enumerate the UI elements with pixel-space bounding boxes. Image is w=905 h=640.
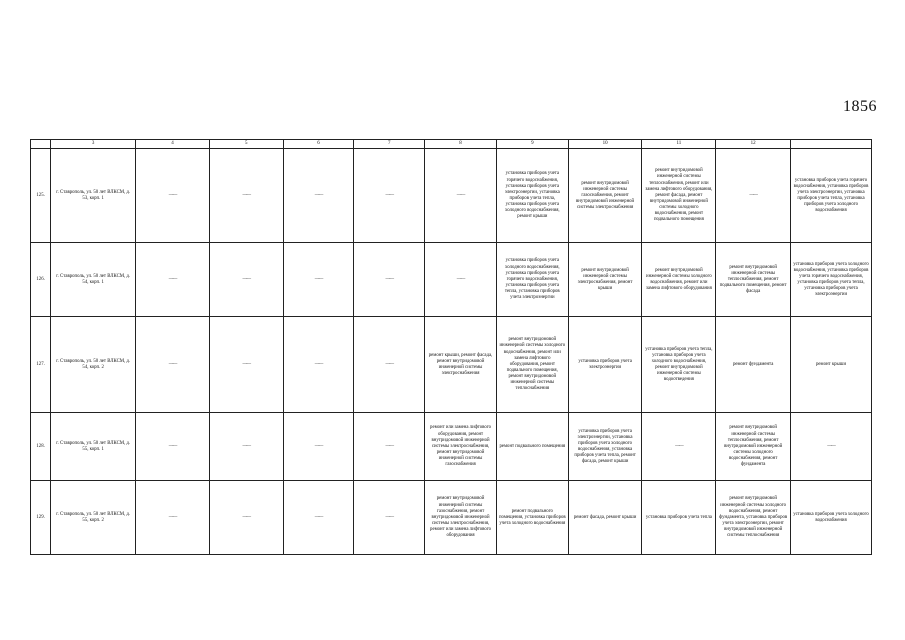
header-cell-num [31,140,51,149]
table-row [31,481,872,555]
header-cell: 7 [354,140,425,149]
header-cell: 10 [568,140,642,149]
works-cell: установка приборов учета электроэнергии [568,317,642,413]
address-cell: г. Ставрополь, ул. 50 лет ВЛКСМ, д. 53, корп. 1 [51,149,136,243]
row-number: 128. [31,413,51,481]
dash-cell: —— [136,413,210,481]
dash-cell: —— [209,481,283,555]
dash-cell: —— [354,243,425,317]
table-row [31,243,872,317]
works-cell: установка приборов учета тепла [642,481,716,555]
works-cell: ремонт подвального помещения, установка приборов учета холодного водоснабжения [496,481,568,555]
dash-cell: —— [136,243,210,317]
header-cell: 12 [716,140,791,149]
works-cell: ремонт внутридомовой инженерной системы теплоснабжения, ремонт или замена лифтового оборудования, ремонт фасада, ремонт внутридомовой инженерной системы холодного водоснабжения, ремонт подвального помещения [642,149,716,243]
dash-cell: —— [716,149,791,243]
dash-cell: —— [425,243,497,317]
dash-cell: —— [283,149,354,243]
row-number: 126. [31,243,51,317]
header-row [31,140,872,149]
dash-cell: —— [283,317,354,413]
row-number: 125. [31,149,51,243]
dash-cell: —— [136,149,210,243]
header-cell: 5 [209,140,283,149]
row-number: 129. [31,481,51,555]
dash-cell: —— [642,413,716,481]
works-cell: установка приборов учета тепла, установка приборов учета холодного водоснабжения, ремонт внутридомовой инженерной системы водоотведения [642,317,716,413]
dash-cell: —— [136,481,210,555]
dash-cell: —— [283,413,354,481]
works-cell: установка приборов учета горячего водоснабжения, установка приборов учета электроэнергии, установка приборов учета тепла, установка приборов учета холодного водоснабжения [791,149,872,243]
works-cell: ремонт внутридомовой инженерной системы холодного водоснабжения, ремонт фундамента, установка приборов учета электроэнергии, ремонт внутридомовой инженерной системы теплоснабжения [716,481,791,555]
dash-cell: —— [354,413,425,481]
header-cell: 11 [642,140,716,149]
dash-cell: —— [791,413,872,481]
dash-cell: —— [283,481,354,555]
works-cell: ремонт крыши, ремонт фасада, ремонт внутридомовой инженерной системы электроснабжения [425,317,497,413]
address-cell: г. Ставрополь, ул. 50 лет ВЛКСМ, д. 54, корп. 1 [51,243,136,317]
header-cell: 9 [496,140,568,149]
header-cell: 6 [283,140,354,149]
repair-schedule-table [30,139,872,555]
works-cell: ремонт внутридомовой инженерной системы теплоснабжения, ремонт внутридомовой инженерной системы холодного водоснабжения, ремонт фундамента [716,413,791,481]
dash-cell: —— [209,413,283,481]
works-cell: ремонт внутридомовой инженерной системы газоснабжения, ремонт внутридомовой инженерной системы электроснабжения, ремонт или замена лифтового оборудования [425,481,497,555]
works-cell: ремонт внутридомовой инженерной системы газоснабжения, ремонт внутридомовой инженерной системы электроснабжения [568,149,642,243]
table-row [31,149,872,243]
header-cell: 3 [51,140,136,149]
works-cell: ремонт внутридомовой инженерной системы электроснабжения, ремонт крыши [568,243,642,317]
works-cell: ремонт подвального помещения [496,413,568,481]
table-row [31,413,872,481]
dash-cell: —— [354,317,425,413]
dash-cell: —— [354,481,425,555]
works-cell: установка приборов учета электроэнергии, установка приборов учета холодного водоснабжения, установка приборов учета тепла, ремонт фасада, ремонт крыши [568,413,642,481]
address-cell: г. Ставрополь, ул. 50 лет ВЛКСМ, д. 55, корп. 1 [51,413,136,481]
header-cell-empty [791,140,872,149]
address-cell: г. Ставрополь, ул. 50 лет ВЛКСМ, д. 55, корп. 2 [51,481,136,555]
header-cell: 4 [136,140,210,149]
works-cell: установка приборов учета холодного водоснабжения [791,481,872,555]
address-cell: г. Ставрополь, ул. 50 лет ВЛКСМ, д. 54, корп. 2 [51,317,136,413]
works-cell: ремонт или замена лифтового оборудования, ремонт внутридомовой инженерной системы электроснабжения, ремонт внутридомовой инженерной системы газоснабжения [425,413,497,481]
dash-cell: —— [209,243,283,317]
dash-cell: —— [209,149,283,243]
works-cell: ремонт крыши [791,317,872,413]
dash-cell: —— [209,317,283,413]
page-number: 1856 [843,98,877,115]
row-number: 127. [31,317,51,413]
dash-cell: —— [283,243,354,317]
dash-cell: —— [425,149,497,243]
table-row [31,317,872,413]
works-cell: ремонт фасада, ремонт крыши [568,481,642,555]
works-cell: установка приборов учета холодного водоснабжения, установка приборов учета горячего водоснабжения, установка приборов учета тепла, установка приборов учета электроэнергии [496,243,568,317]
works-cell: ремонт внутридомовой инженерной системы холодного водоснабжения, ремонт или замена лифтового оборудования, ремонт подвального помещения, ремонт внутридомовой инженерной системы теплоснабжения [496,317,568,413]
header-cell: 8 [425,140,497,149]
works-cell: ремонт внутридомовой инженерной системы холодного водоснабжения, ремонт или замена лифтового оборудования [642,243,716,317]
works-cell: установка приборов учета холодного водоснабжения, установка приборов учета горячего водоснабжения, установка приборов учета тепла, установка приборов учета электроэнергии [791,243,872,317]
works-cell: установка приборов учета горячего водоснабжения, установка приборов учета электроэнергии, установка приборов учета тепла, установка приборов учета холодного водоснабжения, ремонт крыши [496,149,568,243]
dash-cell: —— [354,149,425,243]
dash-cell: —— [136,317,210,413]
works-cell: ремонт внутридомовой инженерной системы теплоснабжения, ремонт подвального помещения, ремонт фасада [716,243,791,317]
works-cell: ремонт фундамента [716,317,791,413]
